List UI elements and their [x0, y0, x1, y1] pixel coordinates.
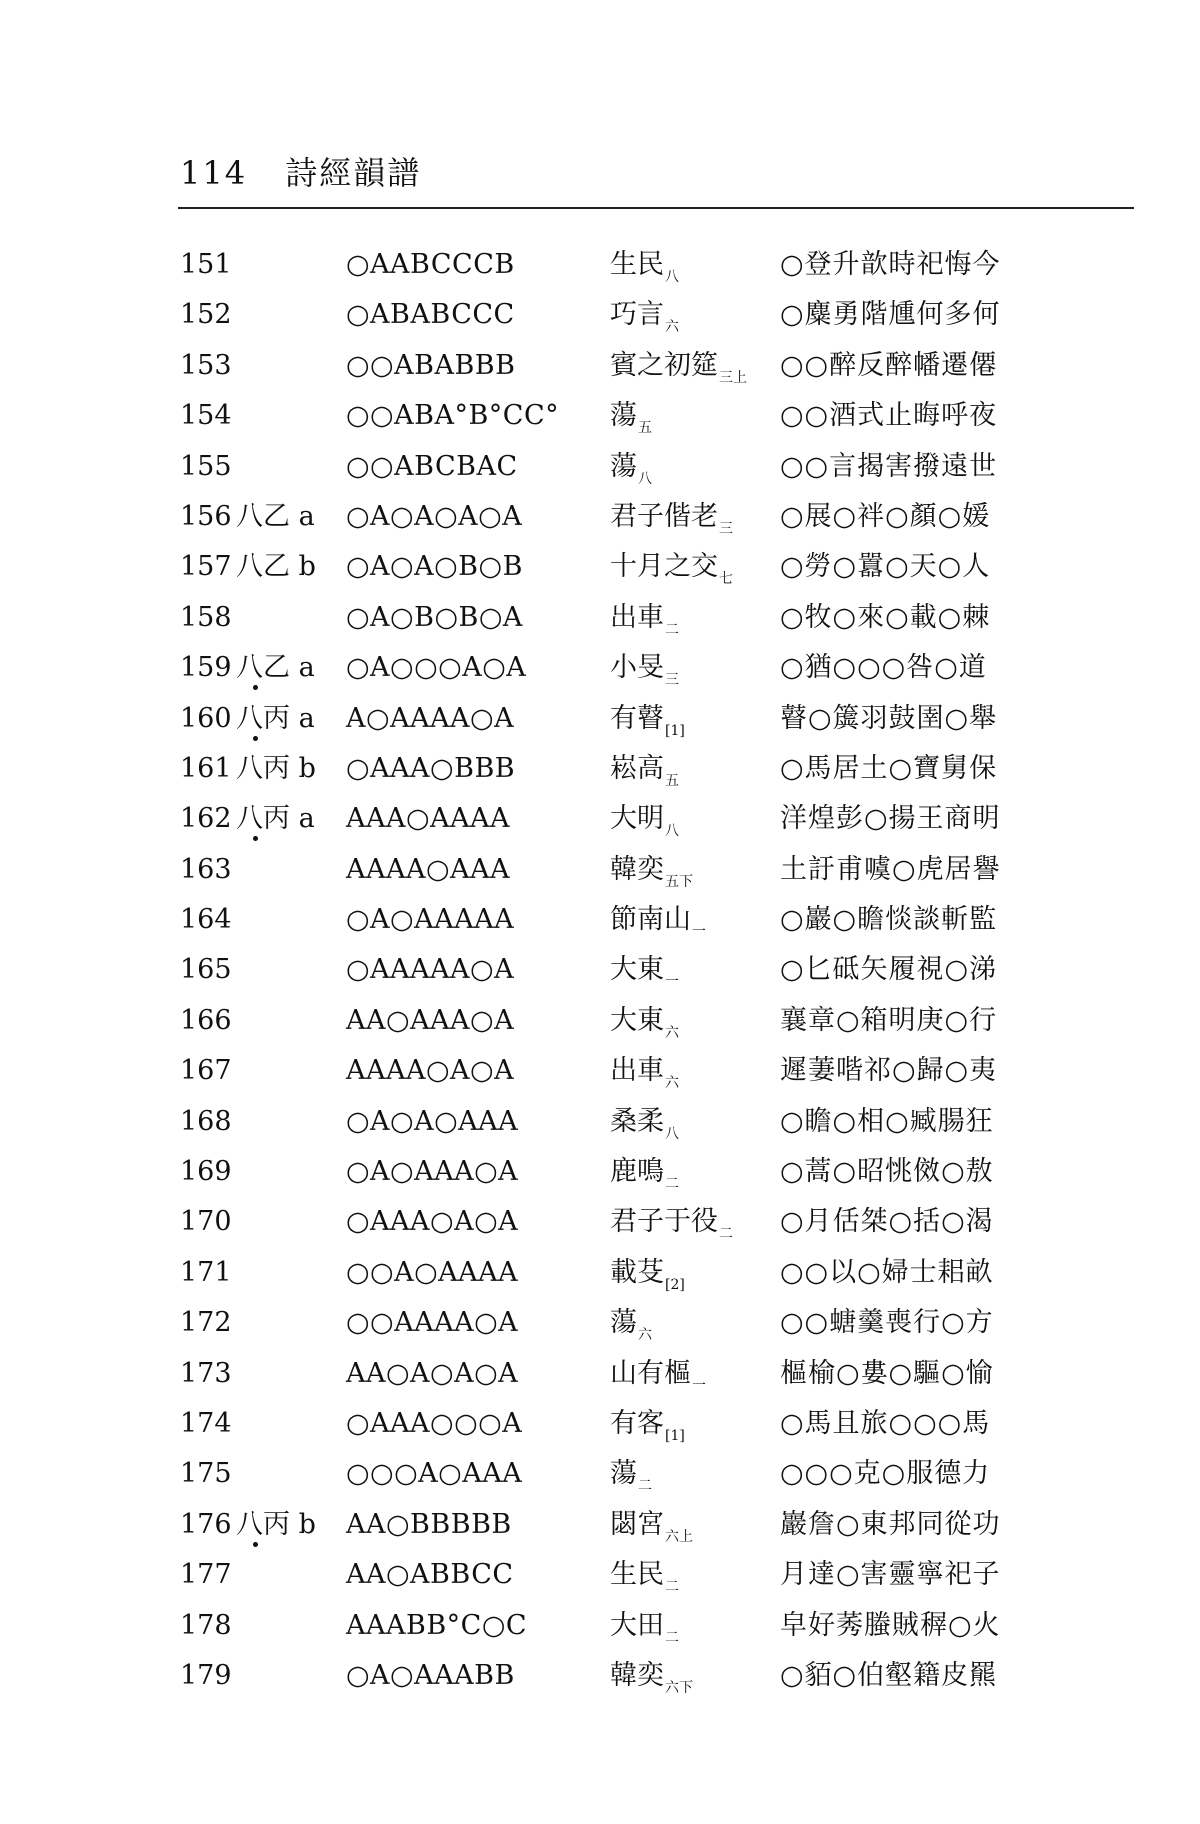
rhyme-pattern: ○ABABCCC [346, 299, 515, 331]
emphasis-dot [253, 1542, 258, 1547]
row-number: 174 [180, 1407, 232, 1439]
rhyme-pattern: AA○ABBCC [346, 1559, 514, 1591]
poem-title-text: 出車 [610, 601, 664, 633]
table-row [180, 1651, 1080, 1701]
table-row [180, 845, 1080, 895]
row-number: 166 [180, 1004, 232, 1036]
row-number: 151 [180, 249, 232, 280]
table-row [180, 1248, 1080, 1298]
rhyme-words: ○○以○婦士耜畝 [780, 1256, 994, 1288]
poem-title-text: 十月之交 [610, 551, 718, 583]
row-number: 161 [180, 752, 232, 784]
rhyme-pattern: ○○ABCBAC [346, 450, 518, 482]
rhyme-pattern: AAAA○A○A [346, 1055, 515, 1087]
rhyme-pattern: ○A○AAA○A [346, 1156, 519, 1188]
row-number: 154 [180, 400, 232, 432]
stanza-number: 一 [692, 924, 706, 941]
table-row [180, 341, 1080, 391]
row-number: 164 [180, 904, 232, 936]
rhyme-words: 遲萋喈祁○歸○夷 [780, 1055, 998, 1087]
table-row [180, 593, 1080, 643]
rhyme-pattern: ○A○A○B○B [346, 551, 523, 583]
rhyme-words: 月達○害靈寧祀子 [780, 1559, 1001, 1591]
table-row [180, 1046, 1080, 1096]
stanza-number: 五下 [665, 873, 693, 890]
rhyme-words: ○貊○伯壑籍皮羆 [780, 1659, 998, 1691]
row-number: 172 [180, 1307, 232, 1339]
poem-title-text: 蕩 [610, 1458, 637, 1490]
rhyme-pattern: ○○ABABBB [346, 349, 516, 381]
poem-title-text: 韓奕 [610, 853, 664, 885]
row-number: 171 [180, 1256, 232, 1288]
row-number: 175 [180, 1458, 232, 1490]
rhyme-pattern: AAAA○AAA [346, 853, 511, 885]
stanza-number: 二 [665, 1579, 679, 1596]
row-group: 八丙 a [236, 702, 315, 734]
table-row [180, 1298, 1080, 1348]
rhyme-pattern: ○AAA○A○A [346, 1206, 519, 1238]
rhyme-pattern: ○○A○AAAA [346, 1256, 519, 1288]
rhyme-pattern: ○AAAAA○A [346, 954, 515, 986]
rhyme-words: 巖詹○東邦同從功 [780, 1508, 1001, 1540]
stanza-number: 二 [719, 1226, 733, 1243]
row-number: 173 [180, 1357, 232, 1389]
row-number: 162 [180, 803, 232, 835]
rhyme-pattern: ○A○AAAAA [346, 904, 515, 936]
stanza-number: 八 [638, 470, 652, 487]
rhyme-pattern: AA○AAA○A [346, 1004, 515, 1036]
rhyme-words: 洋煌彭○揚王商明 [780, 803, 1001, 835]
row-number: 179 [180, 1659, 232, 1691]
table-row [180, 1399, 1080, 1449]
rhyme-words: ○○醉反醉幡遷僊 [780, 349, 998, 381]
row-number: 169 [180, 1156, 232, 1188]
table-row [180, 945, 1080, 995]
row-number: 155 [180, 450, 232, 482]
stanza-number: 七 [719, 571, 733, 588]
table-row [180, 1147, 1080, 1197]
stanza-number: 二 [665, 1176, 679, 1193]
poem-title-text: 大東 [610, 1004, 664, 1036]
table-row [180, 1601, 1080, 1651]
page-header [180, 148, 421, 194]
rhyme-pattern: ○A○A○A○A [346, 500, 523, 532]
poem-title-text: 巧言 [610, 299, 664, 331]
poem-title-text: 鹿鳴 [610, 1156, 664, 1188]
rhyme-words: ○月佸桀○括○渴 [780, 1206, 994, 1238]
table-row [180, 744, 1080, 794]
rhyme-pattern: ○A○B○B○A [346, 601, 523, 633]
poem-title-text: 閟宮 [610, 1508, 664, 1540]
rhyme-words: ○○○克○服德力 [780, 1458, 991, 1490]
rhyme-words: ○馬居土○寶舅保 [780, 752, 998, 784]
row-number: 167 [180, 1055, 232, 1087]
rhyme-words: ○○酒式止晦呼夜 [780, 400, 998, 432]
poem-title-text: 君子偕老 [610, 500, 718, 532]
table-row [180, 391, 1080, 441]
stanza-number: 六上 [665, 1528, 693, 1545]
poem-title-text: 桑柔 [610, 1105, 664, 1137]
stanza-number: 三 [719, 520, 733, 537]
rhyme-words: 土訏甫噳○虎居譽 [780, 853, 1001, 885]
row-number: 165 [180, 954, 232, 986]
table-row [180, 1097, 1080, 1147]
table-row [180, 240, 1080, 290]
rhyme-pattern: ○A○AAABB [346, 1659, 515, 1691]
poem-title-text: 大東 [610, 954, 664, 986]
table-row [180, 794, 1080, 844]
stanza-number: 六 [638, 1327, 652, 1344]
rhyme-pattern: AA○A○A○A [346, 1357, 519, 1389]
poem-title-text: 山有樞 [610, 1357, 691, 1389]
rhyme-words: ○匕砥矢履視○涕 [780, 954, 998, 986]
rhyme-pattern: AAA○AAAA [346, 803, 511, 835]
table-row [180, 1550, 1080, 1600]
row-number: 156 [180, 500, 232, 532]
row-number: 152 [180, 299, 232, 331]
rhyme-pattern: ○A○A○AAA [346, 1105, 519, 1137]
table-row [180, 542, 1080, 592]
row-number: 178 [180, 1609, 232, 1641]
stanza-number: 六 [665, 1024, 679, 1041]
stanza-number: 二 [665, 621, 679, 638]
poem-title-text: 生民 [610, 249, 664, 280]
row-group: 八丙 a [236, 803, 315, 835]
row-number: 170 [180, 1206, 232, 1238]
table-row [180, 492, 1080, 542]
rhyme-words: 瞽○簴羽鼓圉○舉 [780, 702, 998, 734]
rhyme-pattern: ○AABCCCB [346, 249, 515, 280]
rhyme-words: ○瞻○相○臧腸狂 [780, 1105, 994, 1137]
rhyme-pattern: ○A○○○A○A [346, 652, 527, 684]
row-number: 176 [180, 1508, 232, 1540]
rhyme-words: ○蒿○昭恌傚○敖 [780, 1156, 994, 1188]
table-row [180, 1449, 1080, 1499]
stanza-number: 三上 [719, 369, 747, 386]
table-row [180, 1197, 1080, 1247]
rhyme-words: ○勞○囂○天○人 [780, 551, 991, 583]
stanza-number: 二 [638, 1478, 652, 1495]
stanza-number: 二 [665, 1629, 679, 1646]
stanza-number: 六下 [665, 1679, 693, 1696]
stanza-number: 五 [638, 420, 652, 437]
poem-title-text: 有客 [610, 1407, 664, 1439]
rhyme-pattern: ○AAA○○○A [346, 1407, 523, 1439]
poem-title-text: 崧高 [610, 752, 664, 784]
rhyme-words: 樞榆○婁○驅○愉 [780, 1357, 994, 1389]
rhyme-words: ○○言揭害撥遠世 [780, 450, 998, 482]
rhyme-words: ○展○袢○顏○媛 [780, 500, 991, 532]
table-row [180, 643, 1080, 693]
stanza-number: [1] [665, 1427, 685, 1444]
header-rule [178, 207, 1134, 209]
row-number: 168 [180, 1105, 232, 1137]
row-number: 159 [180, 652, 232, 684]
stanza-number: 八 [665, 823, 679, 840]
rhyme-pattern: A○AAAA○A [346, 702, 515, 734]
rhyme-words: ○馬且旅○○○馬 [780, 1407, 991, 1439]
rhyme-words: ○巖○瞻惔談斬監 [780, 904, 998, 936]
poem-title-text: 有瞽 [610, 702, 664, 734]
rhyme-pattern: ○○ABA°B°CC° [346, 400, 560, 432]
rhyme-words: ○○螗羹喪行○方 [780, 1307, 994, 1339]
stanza-number: 六 [665, 319, 679, 336]
poem-title-text: 生民 [610, 1559, 664, 1591]
stanza-number: [2] [665, 1276, 685, 1293]
stanza-number: 五 [665, 772, 679, 789]
rhyme-pattern: AA○BBBBB [346, 1508, 512, 1540]
poem-title-text: 蕩 [610, 1307, 637, 1339]
poem-title-text: 蕩 [610, 400, 637, 432]
rhyme-pattern: ○○AAAA○A [346, 1307, 519, 1339]
poem-title-text: 韓奕 [610, 1659, 664, 1691]
row-group: 八丙 b [236, 1508, 316, 1540]
rhyme-table [180, 240, 1080, 1701]
row-number: 157 [180, 551, 232, 583]
stanza-number: 八 [665, 1125, 679, 1142]
table-row [180, 442, 1080, 492]
row-number: 153 [180, 349, 232, 381]
poem-title-text: 君子于役 [610, 1206, 718, 1238]
row-number: 160 [180, 702, 232, 734]
poem-title-text: 節南山 [610, 904, 691, 936]
rhyme-words: 襄章○箱明庚○行 [780, 1004, 998, 1036]
table-row [180, 290, 1080, 340]
row-group: 八乙 b [236, 551, 316, 583]
poem-title-text: 出車 [610, 1055, 664, 1087]
table-row [180, 1500, 1080, 1550]
row-group: 八乙 a [236, 500, 315, 532]
row-number: 158 [180, 601, 232, 633]
table-row [180, 1349, 1080, 1399]
poem-title-text: 蕩 [610, 450, 637, 482]
stanza-number: 三 [665, 672, 679, 689]
stanza-number: 一 [665, 974, 679, 991]
poem-title-text: 賓之初筵 [610, 349, 718, 381]
book-title: 詩經韻譜 [285, 154, 422, 192]
table-row [180, 895, 1080, 945]
poem-title-text: 大明 [610, 803, 664, 835]
table-row [180, 694, 1080, 744]
rhyme-words: ○猶○○○咎○道 [780, 652, 987, 684]
rhyme-words: ○登升歆時祀悔今 [780, 249, 1001, 280]
rhyme-pattern: ○AAA○BBB [346, 752, 516, 784]
rhyme-pattern: AAABB°C○C [346, 1609, 528, 1641]
row-number: 177 [180, 1559, 232, 1591]
rhyme-words: 皁好莠螣賊稺○火 [780, 1609, 1001, 1641]
page-number: 114 [180, 154, 248, 192]
stanza-number: 一 [692, 1377, 706, 1394]
stanza-number: 六 [665, 1075, 679, 1092]
row-group: 八丙 b [236, 752, 316, 784]
stanza-number: 八 [665, 269, 679, 285]
poem-title [610, 1651, 693, 1713]
rhyme-words: ○麋勇階尰何多何 [780, 299, 1001, 331]
poem-title-text: 載芟 [610, 1256, 664, 1288]
poem-title-text: 大田 [610, 1609, 664, 1641]
rhyme-words: ○牧○來○載○棘 [780, 601, 991, 633]
poem-title-text: 小旻 [610, 652, 664, 684]
row-number: 163 [180, 853, 232, 885]
stanza-number: [1] [665, 722, 685, 739]
table-row [180, 996, 1080, 1046]
rhyme-pattern: ○○○A○AAA [346, 1458, 523, 1490]
emphasis-dot [253, 736, 258, 741]
row-group: 八乙 a [236, 652, 315, 684]
